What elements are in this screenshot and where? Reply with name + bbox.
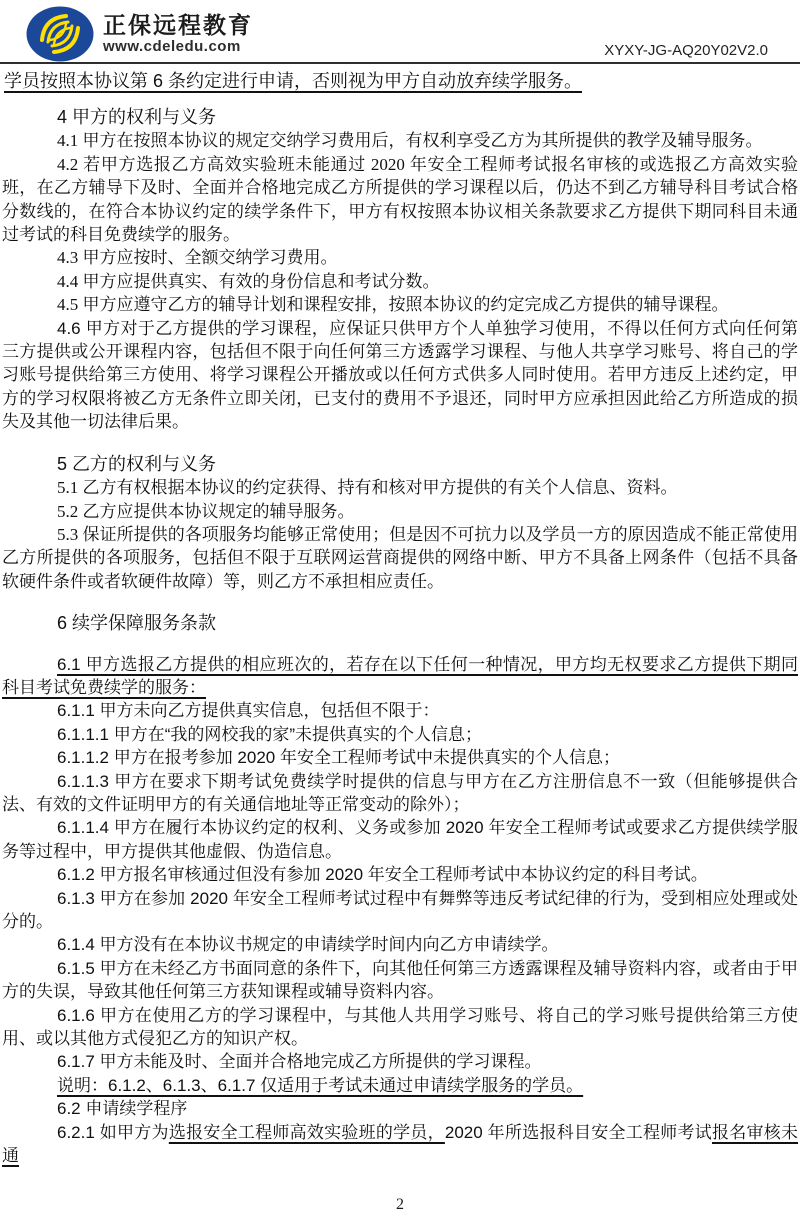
clause-6-1-1: 6.1.1 甲方未向乙方提供真实信息，包括但不限于：	[57, 701, 440, 721]
section-6-heading: 6 续学保障服务条款	[57, 613, 217, 634]
clause-6-1-1-1: 6.1.1.1 甲方在“我的网校我的家”未提供真实的个人信息；	[57, 724, 483, 744]
clause-6-2-1-seg-plain-2: 2020 年所选报科目安全工程师考试	[444, 1122, 712, 1142]
page-number: 2	[396, 1196, 404, 1214]
clause-5-2: 5.2 乙方应提供本协议规定的辅导服务。	[57, 501, 355, 521]
brand-name: 正保远程教育	[103, 12, 253, 38]
clause-6-1-1-4: 6.1.1.4 甲方在履行本协议约定的权利、义务或参加 2020 年安全工程师考试或要求乙方提供续学服务等过程中，甲方提供其他虚假、伪造信息。	[2, 818, 798, 861]
clause-6-2-1-seg-underline-2: 报名审核未通	[2, 1122, 799, 1166]
clause-6-2-1	[2, 1121, 798, 1168]
clause-6-1-2: 6.1.2 甲方报名审核通过但没有参加 2020 年安全工程师考试中本协议约定的科目考试。	[57, 865, 708, 885]
clause-6-1-5: 6.1.5 甲方在未经乙方书面同意的条件下，向其他任何第三方透露课程及辅导资料内容，或者由于甲方的失误，导致其他任何第三方获知课程或辅导资料内容。	[2, 958, 798, 1002]
section-4-heading: 4 甲方的权利与义务	[57, 107, 217, 127]
clause-4-6: 4.6 甲方对于乙方提供的学习课程，应保证只供甲方个人单独学习使用，不得以任何方式向任何第三方提供或公开课程内容，包括但不限于向任何第三方透露学习课程、与他人共享学习账号、将自己的学习账号提供给第三方使用、将学习课程公开播放或以任何方式供多人同时使用。若甲方违反上述约定，甲方的学习权限将被乙方无条件立即关闭，已支付的费用不予退还，同时甲方应承担因此给乙方所造成的损失及其他一切法律后果。	[2, 318, 798, 432]
document-body	[0, 64, 800, 1217]
clause-5-1: 5.1 乙方有权根据本协议的约定获得、持有和核对甲方提供的有关个人信息、资料。	[57, 478, 678, 498]
clause-4-1: 4.1 甲方在按照本协议的规定交纳学习费用后，有权利享受乙方为其所提供的教学及辅导服务。	[57, 131, 763, 151]
page-header	[0, 0, 800, 64]
clause-6-note: 说明：6.1.2、6.1.3、6.1.7 仅适用于考试未通过申请续学服务的学员。	[57, 1075, 584, 1095]
clause-6-1-1-2: 6.1.1.2 甲方在报考参加 2020 年安全工程师考试中未提供真实的个人信息；	[57, 748, 620, 768]
clause-6-1-4: 6.1.4 甲方没有在本协议书规定的申请续学时间内向乙方申请续学。	[57, 935, 559, 955]
swirl-globe-icon	[26, 6, 94, 62]
clause-6-2: 6.2 申请续学程序	[57, 1099, 188, 1119]
clause-6-1-1-3: 6.1.1.3 甲方在要求下期考试免费续学时提供的信息与甲方在乙方注册信息不一致（但能够提供合法、有效的文件证明甲方的有关通信地址等正常变动的除外）；	[2, 771, 798, 814]
clause-4-4: 4.4 甲方应提供真实、有效的身份信息和考试分数。	[57, 271, 440, 291]
clause-6-1: 6.1 甲方选报乙方提供的相应班次的，若存在以下任何一种情况，甲方均无权要求乙方提供下期同科目考试免费续学的服务：	[2, 654, 798, 697]
clause-6-2-1-seg-plain-1: 6.2.1 如甲方为	[57, 1122, 169, 1142]
clause-4-2: 4.2 若甲方选报乙方高效实验班未能通过 2020 年安全工程师考试报名审核的或选报乙方高效实验班，在乙方辅导下及时、全面并合格地完成乙方所提供的学习课程以后，仍达不到乙方辅导科目考试合格分数线的，在符合本协议约定的续学条件下，甲方有权按照本协议相关条款要求乙方提供下期同科目未通过考试的科目免费续学的服务。	[2, 154, 798, 245]
clause-4-5: 4.5 甲方应遵守乙方的辅导计划和课程安排，按照本协议的约定完成乙方提供的辅导课程。	[57, 295, 729, 315]
clause-5-3: 5.3 保证所提供的各项服务均能够正常使用；但是因不可抗力以及学员一方的原因造成不能正常使用乙方所提供的各项服务，包括但不限于互联网运营商提供的网络中断、甲方不具备上网条件（包括不具备软硬件条件或者软硬件故障）等，则乙方不承担相应责任。	[2, 524, 798, 591]
intro-line: 学员按照本协议第 6 条约定进行申请，否则视为甲方自动放弃续学服务。	[4, 71, 583, 91]
doc-code: XYXY-JG-AQ20Y02V2.0	[604, 42, 768, 59]
brand-block	[26, 6, 253, 62]
brand-url: www.cdeledu.com	[103, 38, 241, 55]
brand-text	[103, 6, 253, 56]
clause-4-3: 4.3 甲方应按时、全额交纳学习费用。	[57, 248, 338, 268]
clause-6-2-1-seg-underline-1: 选报安全工程师高效实验班的学员，	[168, 1122, 445, 1142]
clause-6-1-3: 6.1.3 甲方在参加 2020 年安全工程师考试过程中有舞弊等违反考试纪律的行为，受到相应处理或处分的。	[2, 888, 798, 931]
clause-6-1-7: 6.1.7 甲方未能及时、全面并合格地完成乙方所提供的学习课程。	[57, 1052, 542, 1072]
section-5-heading: 5 乙方的权利与义务	[57, 453, 217, 474]
clause-6-1-6: 6.1.6 甲方在使用乙方的学习课程中，与其他人共用学习账号、将自己的学习账号提供给第三方使用、或以其他方式侵犯乙方的知识产权。	[2, 1005, 798, 1049]
